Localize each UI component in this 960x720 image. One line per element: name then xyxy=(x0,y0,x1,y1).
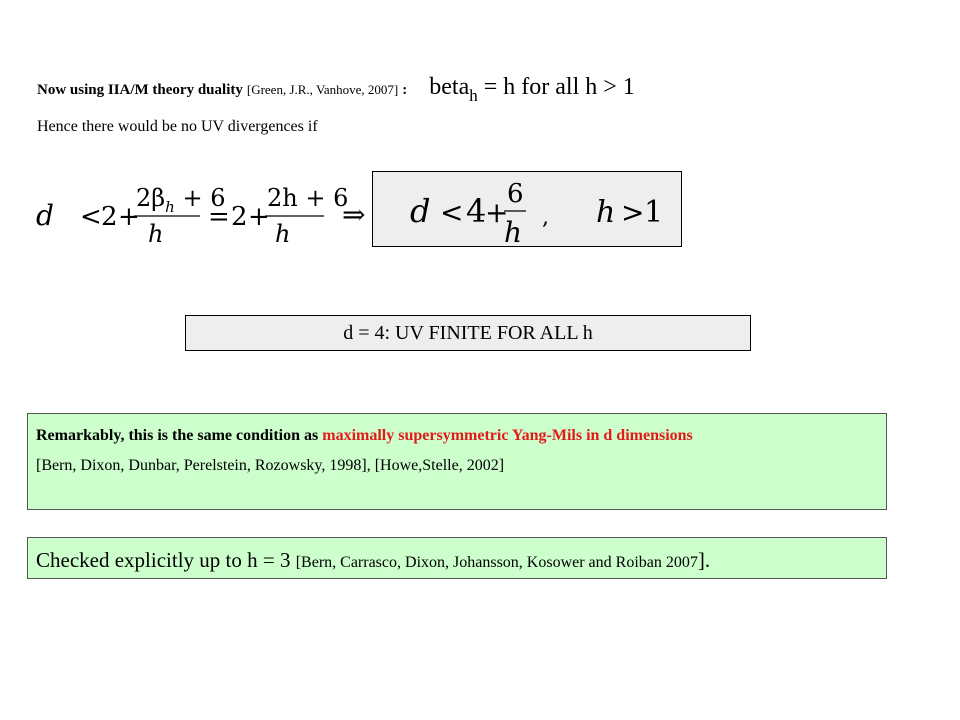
checked-refs: [Bern, Carrasco, Dixon, Johansson, Kosower and Roiban 2007 xyxy=(295,554,698,571)
eq-two-a: 2 xyxy=(101,202,118,232)
duality-lead: Now using IIA/M theory duality xyxy=(37,82,243,98)
beta-formula-sub: h xyxy=(469,86,478,105)
duality-colon: : xyxy=(402,82,408,98)
res-gt: > xyxy=(621,196,645,229)
remark-box xyxy=(27,413,887,510)
beta-formula xyxy=(429,74,635,105)
res-den: h xyxy=(504,216,523,249)
eq-den1: h xyxy=(148,220,164,248)
res-one: 1 xyxy=(644,195,664,230)
eq-plus-b: + xyxy=(248,202,270,232)
remark-text xyxy=(36,424,879,447)
eq-d: d xyxy=(36,199,54,232)
remark-highlight: maximally supersymmetric Yang-Mils in d dimensions xyxy=(322,427,693,444)
res-four: 4 xyxy=(466,192,487,230)
checked-close: ]. xyxy=(697,548,711,572)
duality-statement xyxy=(37,74,635,105)
checked-main: Checked explicitly up to h = 3 xyxy=(36,548,296,572)
eq-num1-rest: + 6 xyxy=(174,184,226,212)
eq-lt: < xyxy=(80,202,102,232)
implies-arrow: ⇒ xyxy=(342,198,366,231)
eq-num1-sub: h xyxy=(165,198,175,216)
eq-equals: = xyxy=(208,202,230,232)
duality-citation: [Green, J.R., Vanhove, 2007] xyxy=(246,82,399,97)
checked-box xyxy=(27,537,887,579)
eq-num2: 2h + 6 xyxy=(267,184,349,212)
uv-condition-equation xyxy=(30,178,690,258)
uv-finite-text: d = 4: UV FINITE FOR ALL h xyxy=(343,321,593,344)
condition-intro: Hence there would be no UV divergences if xyxy=(37,118,318,135)
beta-formula-rest: = h for all h > 1 xyxy=(477,74,635,100)
remark-lead: Remarkably, this is the same condition as xyxy=(36,427,323,444)
uv-finite-box xyxy=(185,315,751,351)
beta-formula-base: beta xyxy=(429,74,470,100)
eq-num1-main: 2β xyxy=(136,184,166,212)
res-lt: < xyxy=(440,196,464,229)
eq-two-b: 2 xyxy=(231,202,248,232)
eq-plus-a: + xyxy=(118,202,140,232)
res-plus: + xyxy=(485,196,509,229)
eq-den2: h xyxy=(275,220,291,248)
res-d: d xyxy=(410,192,431,230)
res-h: h xyxy=(596,195,616,230)
remark-references: [Bern, Dixon, Dunbar, Perelstein, Rozowsky, 1998], [Howe,Stelle, 2002] xyxy=(36,457,505,474)
res-comma: , xyxy=(542,205,549,230)
res-six: 6 xyxy=(507,179,524,209)
